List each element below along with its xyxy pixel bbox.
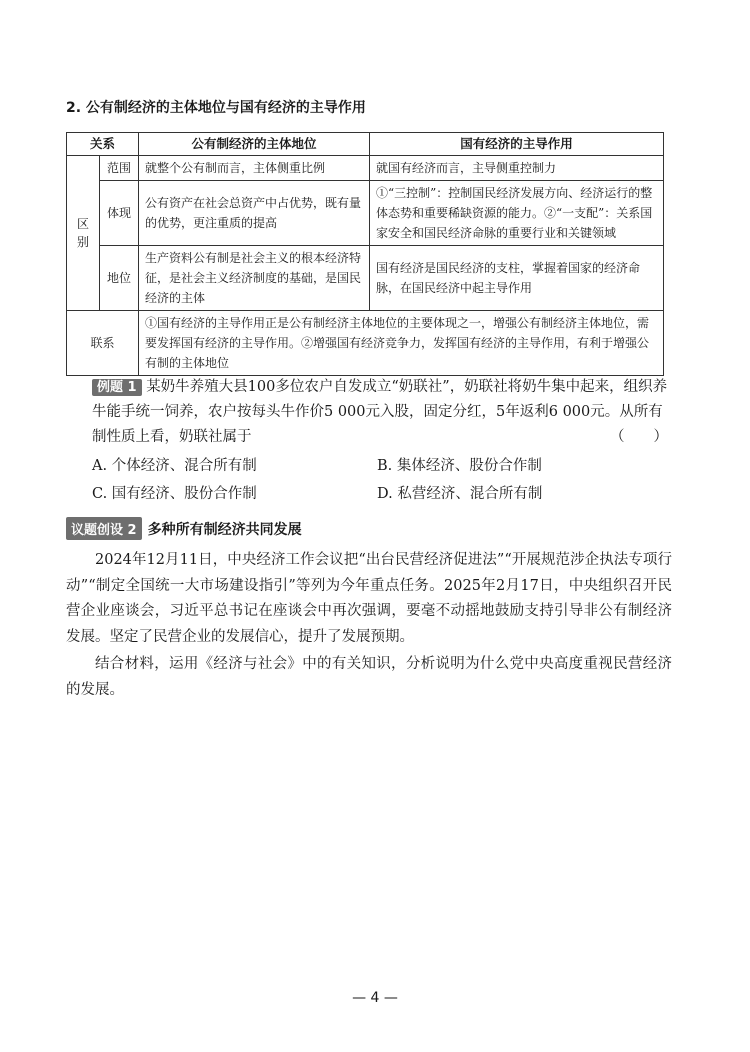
table-row xyxy=(67,181,664,246)
option-c[interactable]: C. 国有经济、股份合作制 xyxy=(92,486,257,502)
option-a[interactable]: A. 个体经济、混合所有制 xyxy=(92,458,257,474)
topic-tag: 议题创设 2 xyxy=(66,517,142,540)
answer-options xyxy=(92,452,662,508)
row-label: 地位 xyxy=(100,246,139,311)
example-question xyxy=(66,375,672,450)
topic-heading xyxy=(66,517,302,540)
material-paragraph: 2024年12月11日，中央经济工作会议把“出台民营经济促进法”“开展规范涉企执法专项行动”“制定全国统一大市场建设指引”等列为今年重点任务。2025年2月17日，中央组织召开民营企业座谈会，习近平总书记在座谈会中再次强调，要毫不动摇地鼓励支持引导非公有制经济发展。坚定了民营企业的发展信心，提升了发展预期。 xyxy=(66,552,672,645)
difference-label-char: 区 xyxy=(76,217,89,231)
row-label: 范围 xyxy=(100,156,139,181)
header-public-ownership: 公有制经济的主体地位 xyxy=(139,133,370,156)
table-cell: 公有资产在社会总资产中占优势，既有量的优势，更注重质的提高 xyxy=(139,181,370,246)
table-row-link xyxy=(67,311,664,376)
topic-title: 多种所有制经济共同发展 xyxy=(147,521,302,538)
table-header-row xyxy=(67,133,664,156)
row-label: 体现 xyxy=(100,181,139,246)
header-state-economy: 国有经济的主导作用 xyxy=(370,133,664,156)
example-tag: 例题 1 xyxy=(92,379,142,396)
answer-blank: （ ） xyxy=(610,429,668,445)
difference-label-char: 别 xyxy=(76,235,89,249)
section-title: 2. 公有制经济的主体地位与国有经济的主导作用 xyxy=(66,100,366,116)
link-label: 联系 xyxy=(67,311,139,376)
example-text: 某奶牛养殖大县100多位农户自发成立“奶联社”，奶联社将奶牛集中起来，组织养牛能手统一饲养，农户按每头牛作价5 000元入股，固定分红，5年返利6 000元。从所有制性质上看，奶联社属于 xyxy=(92,379,668,445)
header-relation: 关系 xyxy=(67,133,139,156)
comparison-table xyxy=(66,132,664,376)
option-d[interactable]: D. 私营经济、混合所有制 xyxy=(377,486,543,502)
link-text: ①国有经济的主导作用正是公有制经济主体地位的主要体现之一，增强公有制经济主体地位，需要发挥国有经济的主导作用。②增强国有经济竞争力，发挥国有经济的主导作用，有利于增强公有制的主体地位 xyxy=(139,311,664,376)
table-cell: 就国有经济而言，主导侧重控制力 xyxy=(370,156,664,181)
table-cell: 国有经济是国民经济的支柱，掌握着国家的经济命脉，在国民经济中起主导作用 xyxy=(370,246,664,311)
table-cell: 生产资料公有制是社会主义的根本经济特征，是社会主义经济制度的基础，是国民经济的主体 xyxy=(139,246,370,311)
table-cell: 就整个公有制而言，主体侧重比例 xyxy=(139,156,370,181)
question-paragraph: 结合材料，运用《经济与社会》中的有关知识，分析说明为什么党中央高度重视民营经济的发展。 xyxy=(66,656,672,698)
difference-label xyxy=(67,156,100,311)
page-number: — 4 — xyxy=(352,990,398,1006)
table-row xyxy=(67,156,664,181)
table-row xyxy=(67,246,664,311)
table-cell: ①“三控制”：控制国民经济发展方向、经济运行的整体态势和重要稀缺资源的能力。②“一支配”：关系国家安全和国民经济命脉的重要行业和关键领域 xyxy=(370,181,664,246)
option-b[interactable]: B. 集体经济、股份合作制 xyxy=(377,458,542,474)
